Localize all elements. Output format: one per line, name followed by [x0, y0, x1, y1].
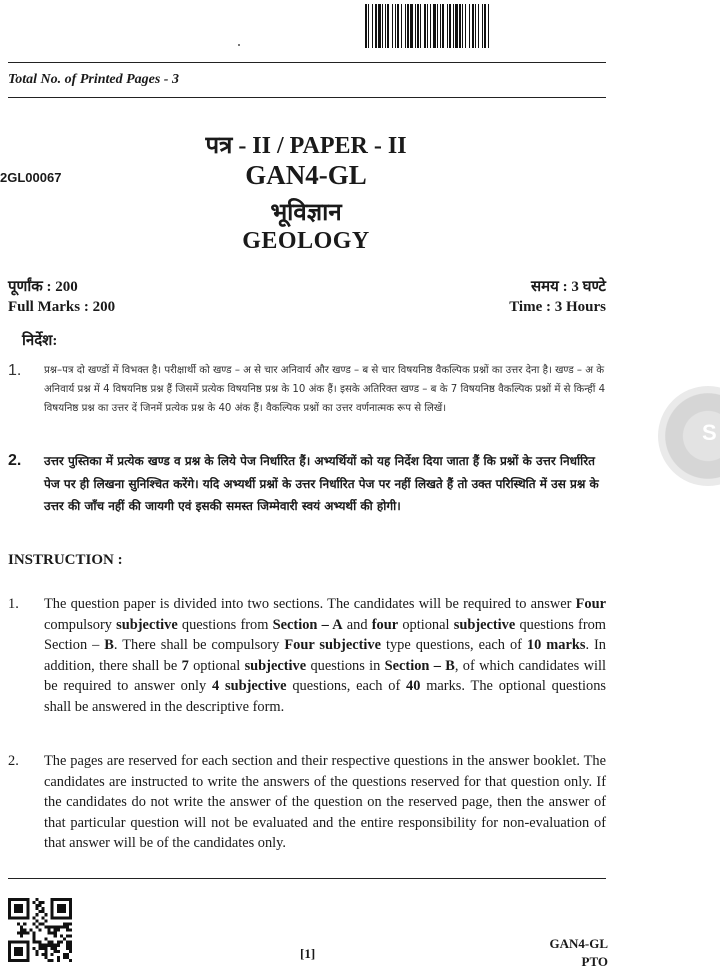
item-number: 2.	[8, 753, 19, 769]
instruction-2	[8, 751, 606, 854]
footer-pto: PTO	[581, 954, 608, 969]
item-number: 2.	[8, 452, 22, 469]
footer-rule	[8, 878, 606, 879]
paper-code: GAN4-GL	[245, 160, 367, 190]
item-number: 1.	[8, 362, 22, 379]
barcode-icon	[365, 4, 610, 48]
page-number: [1]	[300, 946, 316, 961]
item-text: प्रश्न–पत्र दो खण्डों में विभक्त है। परीक्षार्थी को खण्ड – अ से चार अनिवार्य और खण्ड – ब से चार विषयनिष्ठ वैकल्पिक प्रश्नों का उत्तर देना है। खण्ड – अ के अनिवार्य प्रश्न में 4 विषयनिष्ठ प्रश्न हैं जिसमें प्रत्येक विषयनिष्ठ प्रश्न के 10 अंक हैं। इसके अतिरिक्त खण्ड – ब के 7 विषयनिष्ठ वैकल्पिक प्रश्नों में से किन्हीं 4 विषयनिष्ठ प्रश्न का उत्तर दें जिनमें प्रत्येक प्रश्न के 40 अंक हैं। वैकल्पिक प्रश्नों का उत्तर वर्णनात्मक रूप से लिखें।	[44, 365, 606, 414]
seal-letter: S	[702, 420, 717, 445]
footer-code: GAN4-GL	[549, 936, 608, 951]
subject-english: GEOLOGY	[242, 228, 370, 254]
subject-hindi: भूविज्ञान	[270, 200, 342, 226]
item-text: उत्तर पुस्तिका में प्रत्येक खण्ड व प्रश्न के लिये पेज निर्धारित हैं। अभ्यर्थियों को यह निर्देश दिया जाता हैं कि प्रश्नों के उत्तर निर्धारित पेज पर ही लिखना सुनिश्चित करेंगे। यदि अभ्यर्थी प्रश्नों के उत्तर निर्धारित पेज पर नहीं लिखते हैं तो उक्त परिस्थिति में उस प्रश्न के उत्तर की जाँच नहीं की जायगी एवं इसकी समस्त जिम्मेवारी स्वयं अभ्यर्थी की होगी।	[44, 454, 599, 513]
paper-title: पत्र - II / PAPER - II	[205, 133, 407, 159]
hindi-instruction-2	[8, 450, 606, 518]
full-marks-hindi: पूर्णांक : 200	[8, 279, 78, 295]
item-number: 1.	[8, 596, 19, 612]
side-code: 2GL00067	[0, 170, 62, 185]
printed-pages: Total No. of Printed Pages - 3	[8, 72, 179, 87]
header-rule	[8, 97, 606, 98]
hindi-instructions-heading: निर्देश:	[22, 333, 58, 349]
item-text: The pages are reserved for each section and their respective questions in the answer booklet. The candidates are instructed to write the answers of the questions reserved for that question only. If the candidates do not write the answer of the question on the reserved page, then the answer of that particular question will not be evaluated and the entire responsibility for non-evaluation of that answer will be of the candidates only.	[44, 753, 606, 851]
time-hindi: समय : 3 घण्टे	[531, 279, 606, 295]
full-marks-english: Full Marks : 200	[8, 299, 116, 315]
top-rule	[8, 62, 606, 63]
qr-code-icon	[8, 898, 72, 962]
instruction-1	[8, 594, 606, 717]
item-text: The question paper is divided into two sections. The candidates will be required to answer Four compulsory subjective questions from Section – A and four optional subjective questions from Section – B. There shall be compulsory Four subjective type questions, each of 10 marks. In addition, there shall be 7 optional subjective questions in Section – B, of which candidates will be required to answer only 4 subjective questions, each of 40 marks. The optional questions shall be answered in the descriptive form.	[44, 596, 607, 715]
instruction-heading: INSTRUCTION :	[8, 552, 123, 568]
time-english: Time : 3 Hours	[509, 299, 606, 315]
speck	[238, 44, 240, 46]
hindi-instruction-1	[8, 361, 606, 418]
